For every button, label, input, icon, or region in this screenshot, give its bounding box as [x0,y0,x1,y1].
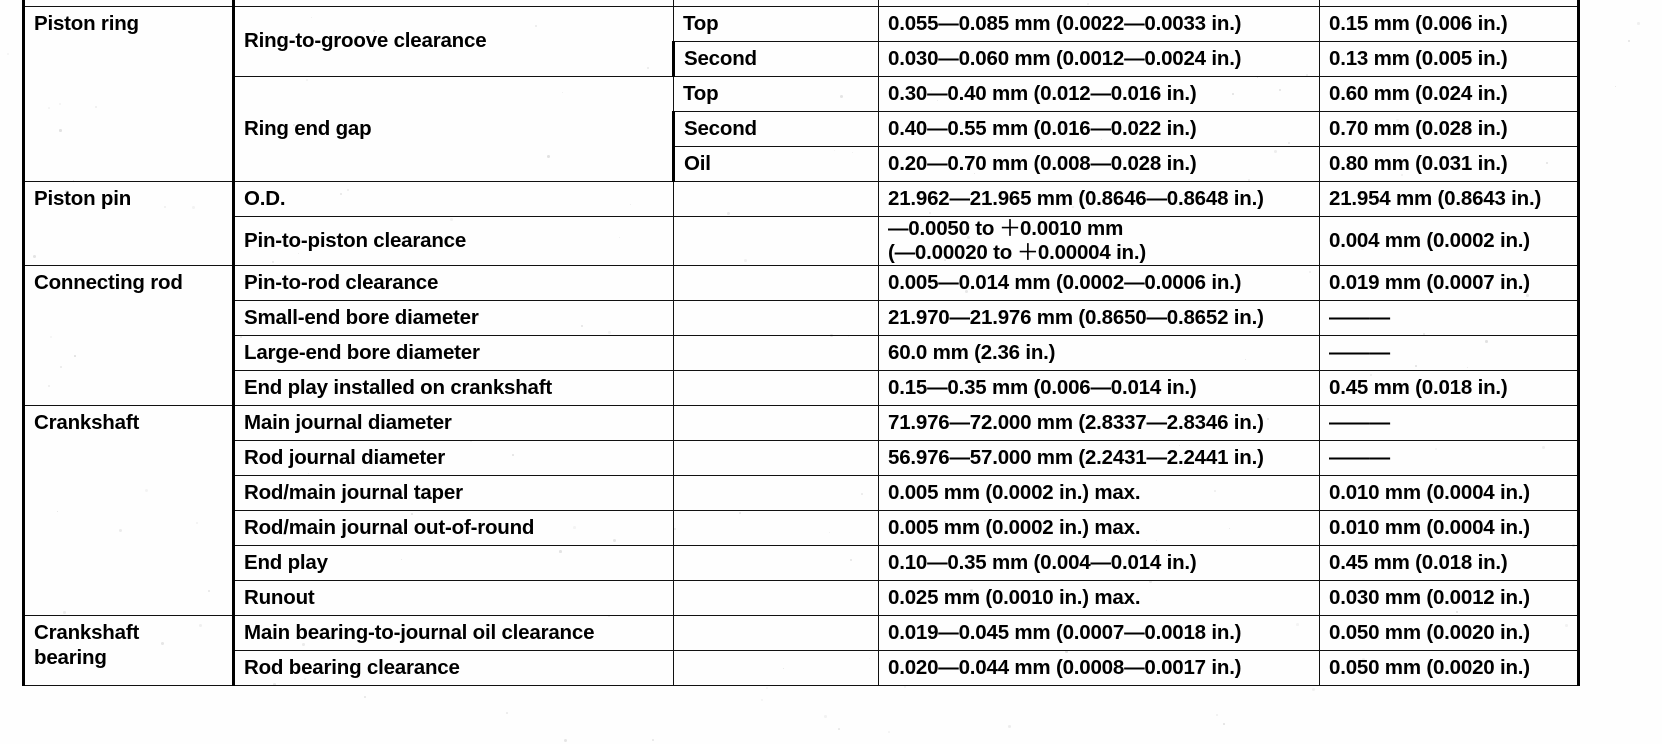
standard-value-cell: 0.025 mm (0.0010 in.) max. [879,581,1320,616]
standard-value-line2: (—0.00020 to ＋0.00004 in.) [888,241,1147,265]
measurement-item-cell: Runout [234,581,674,616]
sub-item-cell [674,301,879,336]
table-row [24,7,1579,42]
sub-item-cell [674,371,879,406]
table-row [24,581,1579,616]
service-limit-cell: 0.80 mm (0.031 in.) [1320,147,1579,182]
standard-value-cell: 21.962—21.965 mm (0.8646—0.8648 in.) [879,182,1320,217]
service-limit-cell: ——— [1320,336,1579,371]
standard-value-cell: 0.019—0.045 mm (0.0007—0.0018 in.) [879,616,1320,651]
table-row [24,441,1579,476]
sub-item-cell [674,441,879,476]
service-limit-cell: 0.15 mm (0.006 in.) [1320,7,1579,42]
standard-value-cell: 0.020—0.044 mm (0.0008—0.0017 in.) [879,651,1320,686]
sub-item-cell: Oil [674,147,879,182]
service-limit-cell: 0.004 mm (0.0002 in.) [1320,217,1579,266]
standard-value-cell [879,217,1320,266]
service-limit-cell: 21.954 mm (0.8643 in.) [1320,182,1579,217]
measurement-item-cell: Ring end gap [234,77,674,182]
service-limit-cell: ——— [1320,441,1579,476]
service-limit-cell: 0.70 mm (0.028 in.) [1320,112,1579,147]
component-group-label: Crankshaft [34,621,140,645]
service-limit-cell: 0.13 mm (0.005 in.) [1320,42,1579,77]
standard-value-cell: 71.976—72.000 mm (2.8337—2.8346 in.) [879,406,1320,441]
table-row [24,371,1579,406]
component-group-label: Piston pin [34,187,132,210]
measurement-item-cell: Rod/main journal taper [234,476,674,511]
service-limit-cell: ——— [1320,406,1579,441]
table-row [24,511,1579,546]
table-row [24,616,1579,651]
component-group-cell [24,182,234,266]
component-group-label: Crankshaft [34,411,140,435]
standard-value-cell: 0.030—0.060 mm (0.0012—0.0024 in.) [879,42,1320,77]
service-limit-cell: 0.010 mm (0.0004 in.) [1320,511,1579,546]
sub-item-cell [674,217,879,266]
component-group-label: Connecting rod [34,271,183,295]
standard-value-cell: 0.055—0.085 mm (0.0022—0.0033 in.) [879,7,1320,42]
standard-value-cell: 60.0 mm (2.36 in.) [879,336,1320,371]
table-row [24,336,1579,371]
sub-item-cell [674,476,879,511]
component-group-label: Piston ring [34,12,139,35]
sub-item-cell [674,546,879,581]
standard-value-cell: 0.20—0.70 mm (0.008—0.028 in.) [879,147,1320,182]
measurement-item-cell: Ring-to-groove clearance [234,7,674,77]
table-row [24,546,1579,581]
component-group-cell [24,616,234,686]
sub-item-cell [674,182,879,217]
measurement-item-cell: O.D. [234,182,674,217]
measurement-item-cell: End play [234,546,674,581]
measurement-item-cell: Rod/main journal out-of-round [234,511,674,546]
sub-item-cell [674,406,879,441]
standard-value-cell: 0.15—0.35 mm (0.006—0.014 in.) [879,371,1320,406]
table-row [24,266,1579,301]
service-limit-cell: 0.030 mm (0.0012 in.) [1320,581,1579,616]
measurement-item-cell: Main bearing-to-journal oil clearance [234,616,674,651]
measurement-item-cell: Small-end bore diameter [234,301,674,336]
standard-value-line1: —0.0050 to ＋0.0010 mm [888,217,1124,240]
component-group-cell [24,406,234,616]
service-limit-cell: ——— [1320,301,1579,336]
measurement-item-cell: Pin-to-rod clearance [234,266,674,301]
standard-value-cell: 0.005 mm (0.0002 in.) max. [879,511,1320,546]
sub-item-cell: Second [674,112,879,147]
standard-value-cell: 0.005 mm (0.0002 in.) max. [879,476,1320,511]
table-body [24,0,1579,686]
component-group-cell [24,7,234,182]
measurement-item-cell: Rod bearing clearance [234,651,674,686]
standard-value-cell: 0.10—0.35 mm (0.004—0.014 in.) [879,546,1320,581]
standard-value-cell: 0.005—0.014 mm (0.0002—0.0006 in.) [879,266,1320,301]
service-limit-cell: 0.050 mm (0.0020 in.) [1320,651,1579,686]
sub-item-cell [674,616,879,651]
service-limit-cell: 0.45 mm (0.018 in.) [1320,546,1579,581]
table-row [24,476,1579,511]
sub-item-cell [674,336,879,371]
standard-value-cell: 21.970—21.976 mm (0.8650—0.8652 in.) [879,301,1320,336]
measurement-item-cell: Rod journal diameter [234,441,674,476]
table-row [24,301,1579,336]
measurement-item-cell: Main journal diameter [234,406,674,441]
sub-item-cell: Top [674,7,879,42]
service-limit-cell: 0.019 mm (0.0007 in.) [1320,266,1579,301]
service-limit-cell: 0.010 mm (0.0004 in.) [1320,476,1579,511]
table-row [24,406,1579,441]
component-group-cell [24,266,234,406]
sub-item-cell: Top [674,77,879,112]
sub-item-cell [674,651,879,686]
standard-value-cell: 56.976—57.000 mm (2.2431—2.2441 in.) [879,441,1320,476]
measurement-item-cell: Pin-to-piston clearance [234,217,674,266]
measurement-item-cell: Large-end bore diameter [234,336,674,371]
measurement-item-cell: End play installed on crankshaft [234,371,674,406]
standard-value-cell: 0.30—0.40 mm (0.012—0.016 in.) [879,77,1320,112]
component-group-label-line2: bearing [34,645,107,669]
table-row [24,77,1579,112]
sub-item-cell: Second [674,42,879,77]
sub-item-cell [674,266,879,301]
service-limit-cell: 0.45 mm (0.018 in.) [1320,371,1579,406]
table-row [24,651,1579,686]
table-row [24,217,1579,266]
table-row [24,182,1579,217]
standard-value-cell: 0.40—0.55 mm (0.016—0.022 in.) [879,112,1320,147]
engine-specification-table [22,0,1580,686]
sub-item-cell [674,581,879,616]
sub-item-cell [674,511,879,546]
service-limit-cell: 0.60 mm (0.024 in.) [1320,77,1579,112]
service-limit-cell: 0.050 mm (0.0020 in.) [1320,616,1579,651]
